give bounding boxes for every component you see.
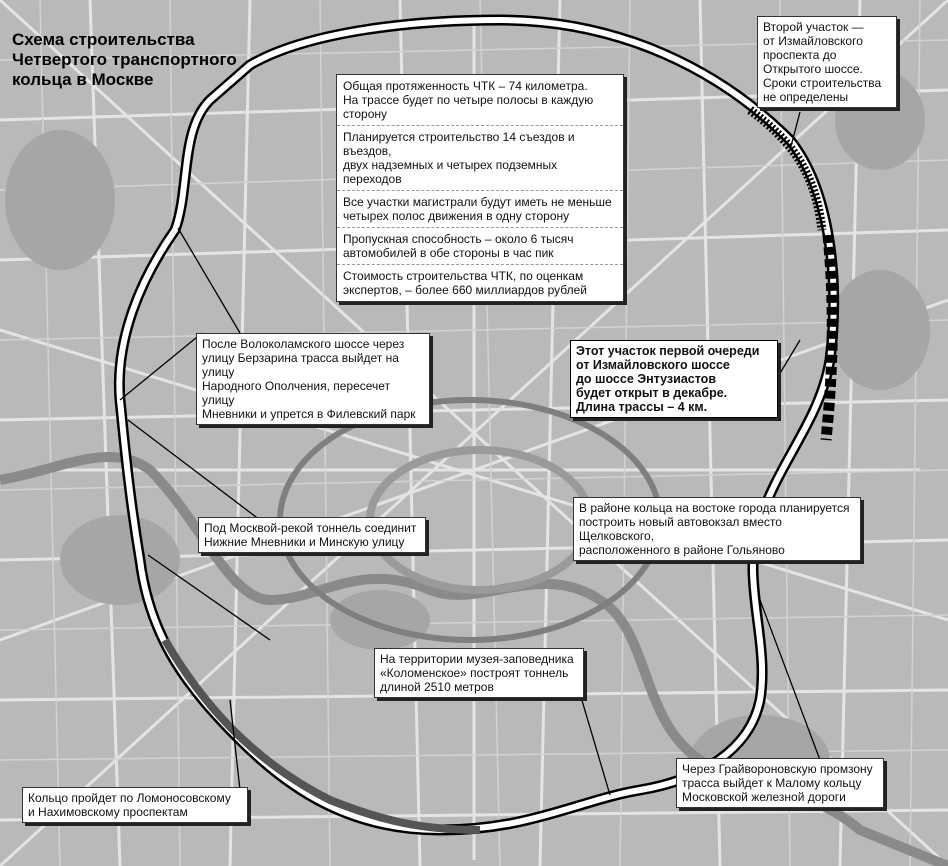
title-line: Схема строительства: [12, 30, 195, 49]
callout-text: В районе кольца на востоке города планируется: [579, 501, 850, 515]
callout-text: Народного Ополчения, пересечет улицу: [202, 379, 391, 407]
callout-text: Этот участок первой очереди: [576, 344, 760, 358]
info-text: двух надземных и четырех подземных переходов: [343, 158, 558, 186]
callout-kolomenskoe: [374, 648, 584, 698]
callout-text: до шоссе Энтузиастов: [576, 372, 717, 386]
info-text: Пропускная способность – около 6 тысяч: [343, 232, 574, 246]
info-text: четырех полос движения в одну сторону: [343, 209, 570, 223]
callout-text: На территории музея-заповедника: [380, 652, 574, 666]
info-item-length: [337, 75, 623, 126]
callout-text: После Волоколамского шоссе через: [202, 337, 405, 351]
callout-second-section: [757, 16, 897, 108]
callout-prospects: [22, 787, 248, 823]
callout-text: Мневники и упрется в Филевский парк: [202, 407, 416, 421]
callout-text: трасса выйдет к Малому кольцу: [682, 776, 862, 790]
callout-text: «Коломенское» построят тоннель: [380, 666, 569, 680]
callout-text: длиной 2510 метров: [380, 680, 494, 694]
info-text: Стоимость строительства ЧТК, по оценкам: [343, 269, 584, 283]
callout-volokolamsk: [196, 333, 430, 425]
info-item-exits: [337, 126, 623, 191]
callout-text: будет открыт в декабре.: [576, 386, 728, 400]
callout-bus-station: [573, 497, 861, 561]
callout-text: Кольцо пройдет по Ломоносовскому: [28, 791, 231, 805]
map-title: [12, 30, 237, 90]
callout-text: Под Москвой-рекой тоннель соединит: [204, 521, 417, 535]
callout-text: построить новый автовокзал вместо Щелковского,: [579, 515, 782, 543]
info-text: Все участки магистрали будут иметь не меньше: [343, 195, 612, 209]
callout-text: от Измайловского шоссе: [576, 358, 730, 372]
callout-text: Второй участок —: [763, 20, 864, 34]
info-text: Общая протяженность ЧТК – 74 километра.: [343, 79, 588, 93]
info-item-cost: [337, 265, 623, 301]
info-panel: [336, 74, 624, 302]
callout-text: расположенного в районе Гольяново: [579, 543, 785, 557]
info-text: Планируется строительство 14 съездов и въездов,: [343, 130, 575, 158]
callout-text: проспекта до: [763, 48, 837, 62]
first-section-route: [826, 235, 832, 440]
callout-text: Длина трассы – 4 км.: [576, 400, 708, 414]
callout-text: улицу Берзарина трасса выйдет на улицу: [202, 351, 399, 379]
info-text: На трассе будет по четыре полосы в каждую сторону: [343, 93, 594, 121]
callout-text: Через Грайвороновскую промзону: [682, 762, 873, 776]
info-item-capacity: [337, 228, 623, 265]
callout-text: Нижние Мневники и Минскую улицу: [204, 535, 405, 549]
callout-text: и Нахимовскому проспектам: [28, 805, 188, 819]
callout-graivoron: [676, 758, 884, 808]
info-text: экспертов, – более 660 миллиардов рублей: [343, 283, 588, 297]
callout-first-section: [570, 340, 778, 418]
title-line: Четвертого транспортного: [12, 50, 237, 69]
callout-text: Открытого шоссе.: [763, 62, 863, 76]
info-text: автомобилей в обе стороны в час пик: [343, 246, 554, 260]
callout-text: от Измайловского: [763, 34, 863, 48]
info-item-lanes: [337, 191, 623, 228]
title-line: кольца в Москве: [12, 70, 154, 89]
callout-tunnel-river: [198, 517, 426, 553]
callout-text: Московской железной дороги: [682, 790, 846, 804]
callout-text: не определены: [763, 90, 849, 104]
callout-text: Сроки строительства: [763, 76, 882, 90]
